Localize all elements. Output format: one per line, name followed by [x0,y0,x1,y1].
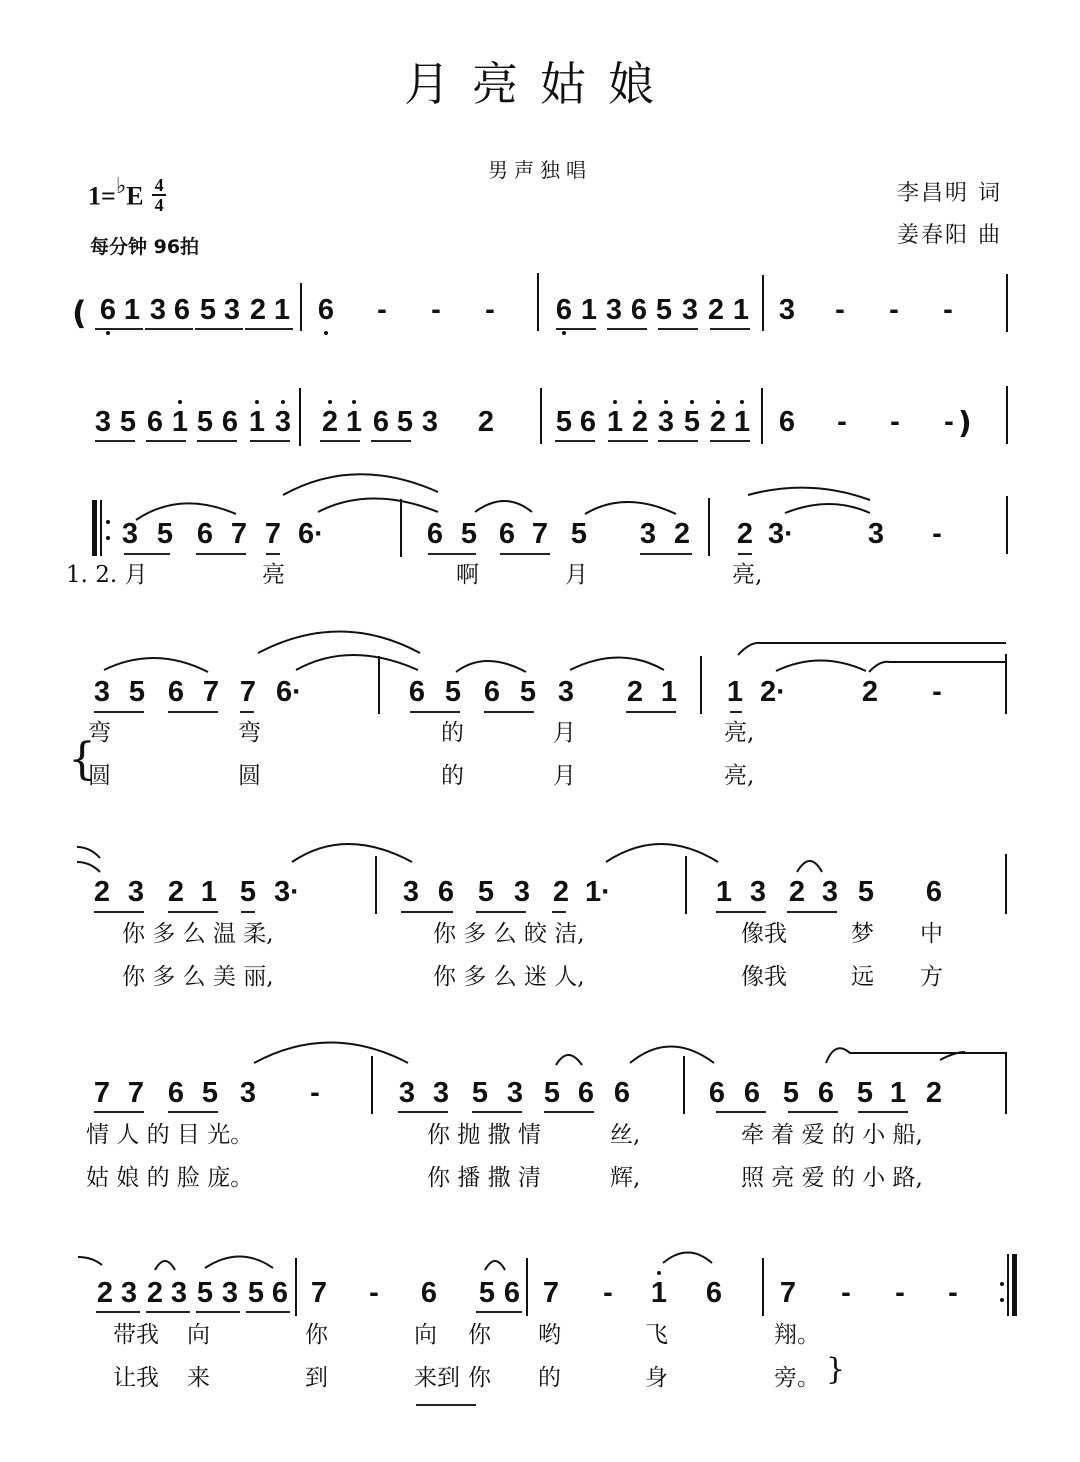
repeat-dot [1000,1298,1004,1302]
note: 5 [555,406,573,438]
lyric-text: 情 人 的 目 光。 [86,1122,254,1148]
lyric-text: 向 [414,1322,437,1348]
octave-high-dot [352,400,356,404]
barline [299,388,301,446]
note: 7 [202,676,220,708]
barline [295,1258,297,1316]
note: 6 [372,406,390,438]
note: 6 [817,1077,835,1109]
note: 3 [121,518,139,550]
lyric-text: 弯 [88,720,111,746]
verse-brace-open: { [68,734,96,785]
note: 6 [271,1277,289,1309]
lyric-text: 旁。 [774,1365,820,1391]
dash-note: - [369,1277,379,1309]
note: 3 [127,876,145,908]
note: 3· [274,876,300,908]
note: 6 [167,1077,185,1109]
note: 7 [239,676,257,708]
barline [708,498,710,556]
performance-type: 男声独唱 [488,158,592,182]
note: 2 [628,407,652,437]
note: 5 [396,406,414,438]
note: 5 [782,1077,800,1109]
note: 3 [557,676,575,708]
lyric-text: 亮, [732,562,763,588]
note: 5 [119,406,137,438]
note: 3 [506,1077,524,1109]
octave-low-dot [324,331,328,335]
lyric-text: 辉, [610,1165,641,1191]
lyric-text: 的 [538,1365,561,1391]
note: 3 [271,407,295,437]
barline [371,1056,373,1114]
note: 5 [196,406,214,438]
barline [1006,274,1008,332]
lyric-text: 的 [441,720,464,746]
octave-high-dot [690,400,694,404]
lyric-text: 圆 [238,763,261,789]
dash-note: - [895,1277,905,1309]
note: 6 [420,1277,438,1309]
note: 2· [760,676,786,708]
time-top: 4 [154,174,164,195]
note: 1· [585,876,611,908]
octave-high-dot [328,400,332,404]
lyric-text: 飞 [645,1322,668,1348]
note: 2 [96,1277,114,1309]
lyric-text: 的 [441,763,464,789]
dash-note: - [310,1077,320,1109]
octave-high-dot [740,400,744,404]
note: 6 [173,294,191,326]
note: 3 [821,876,839,908]
note: 3 [221,1277,239,1309]
song-title: 月亮姑娘 [404,57,676,111]
barline [378,656,380,714]
note: 2 [736,518,754,550]
note: 6 [925,876,943,908]
lyric-text: 带我 [113,1322,159,1348]
lyric-text: 丝, [610,1122,641,1148]
lyric-text: 方 [920,964,943,990]
octave-high-dot [664,400,668,404]
barline [700,656,702,714]
lyric-text: 中 [920,921,943,947]
barline [540,388,542,444]
octave-high-dot [716,400,720,404]
composer-credit: 姜春阳 曲 [897,223,1002,248]
note: 1 [732,294,750,326]
note: 7 [264,518,282,550]
note: 1 [730,407,754,437]
note: 6 [146,406,164,438]
note: 5 [247,1277,265,1309]
lyricist-credit: 李昌明 词 [897,181,1002,206]
note: 6 [579,406,597,438]
note: 7 [93,1077,111,1109]
note: 6 [577,1077,595,1109]
lyric-text: 到 [305,1365,328,1391]
note: 2 [477,406,495,438]
barline [1006,496,1008,554]
note: 2 [167,876,185,908]
lyric-text: 月 [553,720,576,746]
barline [300,283,302,331]
note: 7 [542,1277,560,1309]
note: 6 [708,1077,726,1109]
note: 5 [543,1077,561,1109]
start-repeat-thick-bar [92,500,97,556]
lyric-text: 牵 着 爱 的 小 船, [741,1122,923,1148]
note: 5 [460,518,478,550]
note: 7 [779,1277,797,1309]
barline [762,275,764,331]
start-repeat-thin-bar [100,500,102,556]
note: 7 [127,1077,145,1109]
note: 2 [93,876,111,908]
time-bottom: 4 [154,194,164,215]
note: 6 [498,518,516,550]
note: 6 [705,1277,723,1309]
lyric-text: 啊 [456,562,479,588]
note: 2 [925,1077,943,1109]
lyric-text: 你 多 么 皎 洁, [433,921,585,947]
lyric-text: 1. 2. 月 [66,562,148,588]
note: 7 [310,1277,328,1309]
note: 1 [245,407,269,437]
barline [400,499,402,557]
note: 5 [156,518,174,550]
barline [1006,386,1008,444]
note: 1 [889,1077,907,1109]
lyric-text: 让我 [113,1365,159,1391]
key-note: E [126,181,144,211]
note: 5 [471,1077,489,1109]
lyric-text: 像我 [741,921,787,947]
lyric-text: 你 多 么 迷 人, [433,964,585,990]
note: 2 [552,876,570,908]
lyric-text: 远 [851,964,874,990]
note: 1 [580,294,598,326]
key-prefix: 1= [88,181,116,211]
barline [537,273,539,331]
end-repeat-thin-bar [1007,1254,1009,1316]
lyric-text: 月 [565,562,588,588]
note: 3 [867,518,885,550]
note: 1 [715,876,733,908]
lyric-text: 亮, [724,763,755,789]
dash-note: - [431,294,441,326]
note: 1 [647,1278,671,1308]
flat-icon: ♭ [115,173,127,198]
octave-low-dot [562,331,566,335]
lyric-text: 姑 娘 的 脸 庞。 [86,1165,254,1191]
lyric-text: 弯 [238,720,261,746]
note: 6 [503,1277,521,1309]
note: 2 [318,407,342,437]
note: 5 [199,294,217,326]
note: 2 [707,294,725,326]
note: 5 [570,518,588,550]
note: 2 [673,518,691,550]
barline [1005,1054,1007,1114]
note: 2 [861,676,879,708]
note: 3 [170,1277,188,1309]
note: 2 [626,676,644,708]
dash-note: - [841,1277,851,1309]
lyric-text: 翔。 [774,1322,820,1348]
octave-high-dot [178,400,182,404]
repeat-dot [106,536,110,540]
note: 2 [146,1277,164,1309]
barline [762,1258,764,1316]
lyric-text: 亮, [724,720,755,746]
note: 3 [639,518,657,550]
barline [685,856,687,914]
note: 5 [477,876,495,908]
note: 5 [196,1277,214,1309]
repeat-dot [1000,1282,1004,1286]
lyric-text: 亮 [262,562,285,588]
note: 3 [605,294,623,326]
end-repeat-thick-bar [1012,1254,1017,1316]
note: 6 [221,406,239,438]
note: 1 [660,676,678,708]
dash-note: - [948,1277,958,1309]
dash-note: - [943,294,953,326]
note: 6 [96,295,120,325]
note: 2 [706,407,730,437]
lyric-text: 哟 [538,1322,561,1348]
dash-note: - [932,518,942,550]
note: 6 [314,295,338,325]
octave-high-dot [657,1271,661,1275]
lyric-text: 你 播 撒 清 [427,1165,541,1191]
dash-note: - [485,294,495,326]
barline [1005,654,1007,714]
note: 3 [513,876,531,908]
note: 5 [856,1077,874,1109]
dash-note: - [944,406,954,438]
dash-note: - [835,294,845,326]
note: 1 [726,676,744,708]
note: 5 [519,676,537,708]
lyric-text: 月 [553,763,576,789]
intro-open-paren: ( [72,294,87,332]
note: 6 [630,294,648,326]
note: 3 [398,1077,416,1109]
lyric-text: 照 亮 爱 的 小 路, [741,1165,923,1191]
note: 3 [681,294,699,326]
note: 6 [426,518,444,550]
barline [526,1258,528,1316]
note: 3 [654,407,678,437]
lyric-text: 来到 [414,1365,460,1391]
dash-note: - [890,406,900,438]
note: 5 [478,1277,496,1309]
note: 6 [483,676,501,708]
note: 7 [230,518,248,550]
lyric-text: 向 [187,1322,210,1348]
lyric-text: 圆 [88,763,111,789]
note: 3 [421,406,439,438]
note: 6 [167,676,185,708]
note: 1 [123,294,141,326]
note: 2 [249,294,267,326]
verse-brace-close: } [826,1352,846,1387]
intro-close-paren: ) [958,406,972,441]
dash-note: - [889,294,899,326]
note: 6· [298,518,324,550]
lyric-text: 像我 [741,964,787,990]
barline [683,1056,685,1114]
note: 3 [778,294,796,326]
lyric-text: 梦 [851,921,874,947]
note: 5 [857,876,875,908]
note: 3 [223,294,241,326]
tempo-marking: 每分钟 96拍 [90,236,200,258]
dash-note: - [837,406,847,438]
note: 5 [444,676,462,708]
barline [761,388,763,444]
note: 5 [201,1077,219,1109]
octave-high-dot [613,400,617,404]
note: 6 [613,1077,631,1109]
note: 3 [402,876,420,908]
octave-high-dot [255,400,259,404]
note: 1 [168,407,192,437]
note: 6 [778,406,796,438]
note: 6 [408,676,426,708]
octave-high-dot [281,400,285,404]
note: 1 [603,407,627,437]
note: 3 [149,294,167,326]
note: 3· [768,518,794,550]
lyric-text: 你 多 么 温 柔, [122,921,274,947]
note: 5 [239,876,257,908]
note: 7 [531,518,549,550]
lyric-text: 你 抛 撒 情 [427,1122,541,1148]
lyric-text: 你 [305,1322,328,1348]
note: 5 [655,294,673,326]
note: 2 [788,876,806,908]
note: 3 [432,1077,450,1109]
note: 6 [196,518,214,550]
dash-note: - [932,676,942,708]
note: 5 [128,676,146,708]
note: 5 [680,407,704,437]
note: 3 [120,1277,138,1309]
note: 3 [94,406,112,438]
note: 1 [273,294,291,326]
note: 6· [276,676,302,708]
note: 6 [743,1077,761,1109]
note: 6 [437,876,455,908]
octave-low-dot [106,331,110,335]
note: 1 [342,407,366,437]
note: 3 [239,1077,257,1109]
dash-note: - [603,1277,613,1309]
repeat-dot [106,520,110,524]
note: 3 [93,676,111,708]
note: 6 [552,295,576,325]
barline [1005,854,1007,914]
note: 1 [200,876,218,908]
lyric-text: 你 [468,1322,491,1348]
note: 3 [749,876,767,908]
lyric-text: 来 [187,1365,210,1391]
octave-high-dot [638,400,642,404]
lyric-text: 你 多 么 美 丽, [122,964,274,990]
lyric-text: 身 [645,1365,668,1391]
barline [375,856,377,914]
lyric-text: 你 [468,1365,491,1391]
dash-note: - [377,294,387,326]
